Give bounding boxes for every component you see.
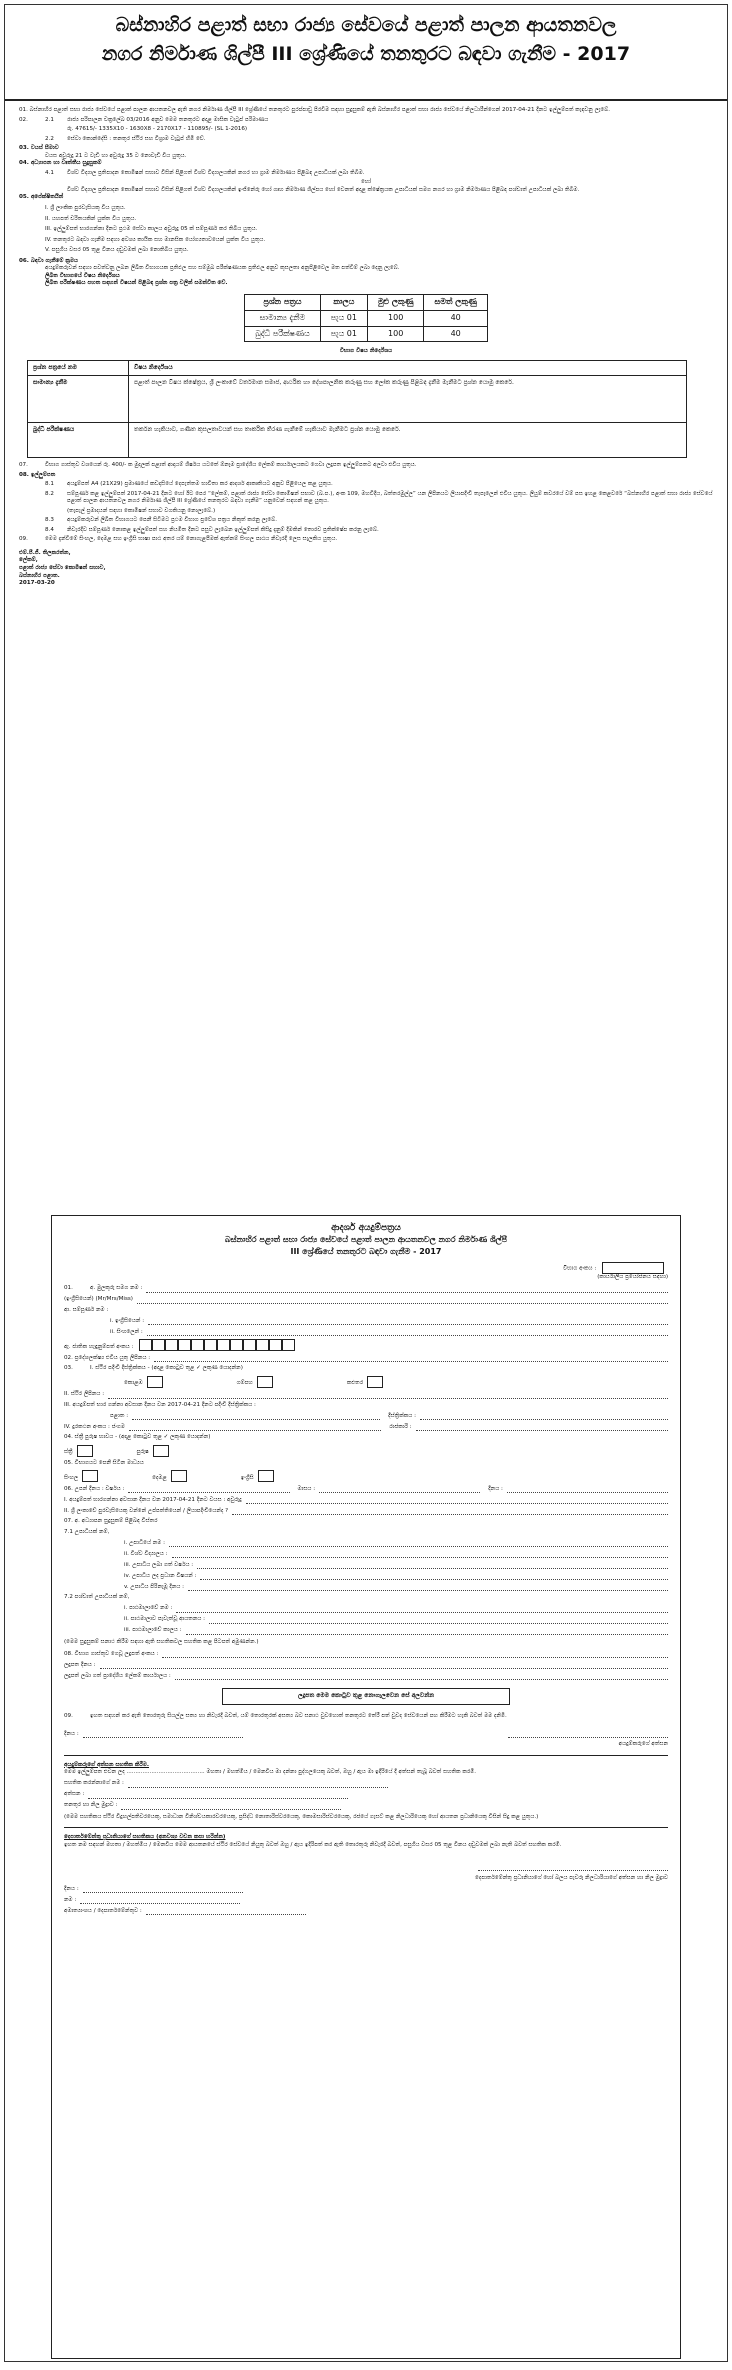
subsection-number: 2.1 bbox=[45, 116, 54, 123]
field-dept-office bbox=[64, 1907, 668, 1915]
age-limit-text: වයස අවුරුදු 21 ට වැඩි හා අවුරුදු 35 ට නොවැඩි විය යුතුය. bbox=[45, 152, 187, 159]
field-label: (ඉංග්‍රීසියෙන්) (Mr/Mrs/Miss) bbox=[64, 1296, 133, 1302]
eligibility-list bbox=[45, 205, 713, 255]
degree-field bbox=[124, 1572, 668, 1580]
subsection-number: 8.2 bbox=[45, 490, 54, 497]
field-label: ii. සිංහලෙන් : bbox=[110, 1328, 143, 1335]
column-header: කාලය bbox=[320, 294, 367, 310]
district-label: ගම්පහ bbox=[236, 1380, 253, 1387]
field-label: රාජකාරි : bbox=[389, 1423, 412, 1430]
medium-tamil-checkbox[interactable] bbox=[171, 1470, 187, 1482]
district-colombo-checkbox[interactable] bbox=[147, 1376, 163, 1388]
field-label: 07. අ. අධ්‍යාපන සුදුසුකම් පිළිබඳ විස්තර bbox=[64, 1518, 158, 1525]
table-cell: 100 bbox=[367, 310, 424, 326]
dob-month-input[interactable] bbox=[319, 1485, 480, 1493]
postgrad-heading bbox=[64, 1594, 668, 1602]
receipt-office-input[interactable] bbox=[175, 1672, 668, 1680]
application-81 bbox=[19, 481, 713, 489]
signer-name: එම්.පී.ජී. තිලකරත්න, bbox=[19, 549, 71, 556]
table-cell: පැය 01 bbox=[320, 326, 367, 342]
subsection-number: 2.2 bbox=[45, 135, 54, 142]
field-label: v. උපාධිය පිරිනැමූ දිනය : bbox=[124, 1583, 185, 1590]
degree-input[interactable] bbox=[200, 1572, 668, 1580]
application-text: සම්පූර්ණ කළ ඉල්ලුම්පත් 2017-04-21 දිනට හෝ ඊට පෙර “ලේකම්, පළාත් රාජ්‍ය සේවා කොමිෂන් සභාව (බ.ප.), අංක 109, මහවිදිය, බත්තරමුල්ල” යන ලිපිනයට ලියාපදිංචි තැපෑලෙන් එවිය යුතුය. ලියුම් කවරයේ වම් පස ඉහළ කෙළවරේ “බස්නාහිර පළාත් සභා රාජ්‍ය සේවයේ පළාත් පාලන ආයතනවල නගර නිර්මාණ ශිල්පී III ශ්‍රේණියේ තනතුරට බඳවා ගැනීම” යනුවෙන් සඳහන් කළ යුතුය. bbox=[67, 490, 713, 505]
notice-body bbox=[5, 101, 727, 1219]
application-84 bbox=[19, 527, 713, 535]
model-application-form bbox=[51, 1215, 681, 2359]
question-number: 01. bbox=[64, 1285, 73, 1291]
department-signature-input[interactable] bbox=[478, 1863, 668, 1871]
name-english-input[interactable] bbox=[137, 1296, 668, 1304]
department-signature-line bbox=[64, 1863, 668, 1875]
field-label: 05. විභාගයට පෙනී සිටින මාධ්‍යය bbox=[64, 1459, 144, 1466]
field-medium bbox=[64, 1460, 668, 1468]
certificate-note: (මෙම සුදුසුකම් සනාථ කිරීම සඳහා ඇති සහතිකවල සහතික කළ පිටපත් අමුණන්න.) bbox=[64, 1638, 259, 1645]
district-options bbox=[124, 1376, 668, 1388]
list-item: V. පසුගිය වසර 05 තුළ විනය දඬුවමක් ලබා නොතිබිය යුතුය. bbox=[45, 247, 189, 254]
field-label: III. අයදුම්පත් භාර ගන්නා අවසාන දිනය වන 2017-04-21 දිනට පදිංචි දිස්ත්‍රික්කය : bbox=[64, 1401, 256, 1408]
table-header-row bbox=[245, 294, 488, 310]
district-label: කළුතර bbox=[346, 1380, 364, 1387]
field-label: පළාත : bbox=[110, 1412, 129, 1419]
field-label: I. ස්ථිර පදිංචි දිස්ත්‍රික්කය - (අදාළ කොටුව තුළ ✓ ලකුණ යොදන්න) bbox=[90, 1365, 243, 1372]
degree-input[interactable] bbox=[169, 1539, 668, 1547]
field-label: ආ. සම්පූර්ණ නම : bbox=[64, 1306, 109, 1313]
certification-heading: අයදුම්කරුගේ අත්සන සහතික කිරීම. bbox=[64, 1761, 149, 1768]
table-cell: සාමාන්‍ය දැනීම bbox=[28, 375, 129, 422]
province-input[interactable] bbox=[132, 1412, 380, 1420]
field-district bbox=[64, 1365, 668, 1373]
exam-number-label: විභාග අංකය : bbox=[563, 1265, 597, 1272]
field-citizenship bbox=[64, 1507, 668, 1515]
table-cell: 40 bbox=[424, 326, 487, 342]
signer-title: ලේකම්, bbox=[19, 557, 38, 564]
medium-sinhala-checkbox[interactable] bbox=[82, 1470, 98, 1482]
field-label: I. අයදුම්පත් භාරගන්නා අවසාන දිනය වන 2017-04-21 දිනට වයස : අවුරුදු bbox=[64, 1496, 242, 1503]
field-gender bbox=[64, 1434, 668, 1442]
permanent-address-input[interactable] bbox=[108, 1391, 668, 1399]
field-receipt-no bbox=[64, 1650, 668, 1658]
field-label: 08. විභාග ගාස්තුව ගෙවූ ලදුපත් අංකය : bbox=[64, 1650, 159, 1657]
exam-heading: ලිඛිත විභාගයේ විෂය නිර්දේශය bbox=[45, 272, 120, 279]
subsection-number: 8.1 bbox=[45, 481, 54, 488]
subsection-number: 8.3 bbox=[45, 517, 54, 524]
medium-english-checkbox[interactable] bbox=[258, 1470, 274, 1482]
section-02 bbox=[19, 117, 713, 125]
field-label: නම : bbox=[64, 1896, 77, 1903]
section-number: 07. bbox=[19, 461, 28, 468]
field-label: i. ඉංග්‍රීසියෙන් : bbox=[110, 1317, 145, 1324]
degree-input[interactable] bbox=[197, 1561, 668, 1569]
field-full-name-si bbox=[110, 1328, 668, 1336]
field-label: ලදුපත දිනය : bbox=[64, 1661, 96, 1668]
field-label: ii. පාඨමාලාව පැවැත්වූ ආයතනය : bbox=[124, 1616, 206, 1623]
salary-scale: රු. 47615/- 1335X10 - 1630X8 - 2170X17 - 110895/- (SL 1-2016) bbox=[67, 126, 248, 133]
section-08-heading: 08. ඉල්ලුම්පත bbox=[19, 471, 56, 478]
office-use-note: (කාර්යාලීය ප්‍රයෝජනය සඳහා) bbox=[597, 1274, 668, 1280]
field-receipt-office bbox=[64, 1672, 668, 1680]
field-label: IV. දුරකථන අංකය : ජංගම bbox=[64, 1423, 125, 1430]
field-dob bbox=[64, 1485, 668, 1493]
exam-number-block bbox=[64, 1262, 668, 1282]
form-heading: ආදර්ශ අයදුම්පත්‍රය bbox=[331, 1223, 401, 1233]
medium-label: ඉංග්‍රීසි bbox=[240, 1474, 254, 1481]
mobile-input[interactable] bbox=[129, 1423, 381, 1431]
postgrad-field bbox=[124, 1605, 668, 1613]
gazette-page bbox=[4, 4, 728, 2362]
form-subheading: III ශ්‍රේණියේ තනතුරට බඳවා ගැනීම - 2017 bbox=[290, 1247, 442, 1256]
or-separator: හෝ bbox=[360, 179, 372, 186]
field-full-name-en bbox=[110, 1317, 668, 1325]
list-item: III. ඉල්ලුම්පත් භාරගන්නා දිනට ප්‍රථම සේවා කාලය අවුරුදු 05 ක් සම්පූර්ණ කර තිබිය යුතුය. bbox=[45, 226, 258, 233]
citizenship-input[interactable] bbox=[232, 1507, 668, 1515]
title-line-1: බස්නාහිර පළාත් සභා රාජ්‍ය සේවයේ පළාත් පාලන ආයතනවල bbox=[115, 14, 617, 36]
qualification-text: විශ්ව විද්‍යාල ප්‍රතිපාදන කොමිෂන් සභාව විසින් පිළිගත් විශ්ව විද්‍යාලයකින් නගර හා ග්‍රාම නිර්මාණය පිළිබඳ උපාධියක් ලබා තිබීම. bbox=[67, 169, 365, 176]
field-full-name bbox=[64, 1307, 668, 1315]
syllabus-heading: විභාග විෂය නිර්දේශය bbox=[339, 348, 393, 355]
dob-day-input[interactable] bbox=[507, 1485, 668, 1493]
address-input[interactable] bbox=[154, 1354, 668, 1362]
declaration-date-input[interactable] bbox=[83, 1730, 243, 1738]
district-input[interactable] bbox=[420, 1412, 668, 1420]
postgrad-input[interactable] bbox=[209, 1616, 668, 1624]
field-label: අමාත්‍යාංශය / දෙපාර්තමේන්තුව : bbox=[64, 1907, 142, 1914]
table-row bbox=[245, 310, 488, 326]
exam-subheading: ලිඛිත පරීක්ෂණය පහත සඳහන් විෂයන් පිළිබඳ ප්‍රශ්න පත්‍ර වලින් සමන්විත වේ. bbox=[45, 280, 228, 287]
table-row bbox=[28, 375, 687, 422]
field-label: දිස්ත්‍රික්කය : bbox=[388, 1412, 416, 1419]
field-label: i. පාඨමාලාවේ නම : bbox=[124, 1605, 173, 1612]
office-phone-input[interactable] bbox=[416, 1423, 668, 1431]
dept-office-input[interactable] bbox=[146, 1907, 306, 1915]
field-address bbox=[64, 1354, 668, 1362]
field-phone bbox=[64, 1423, 668, 1431]
section-07 bbox=[19, 462, 713, 470]
service-conditions: සේවා කොන්දේසි : තනතුර ස්ථිර සහ විශ්‍රාම වැටුප් හිමි වේ. bbox=[67, 135, 206, 142]
column-header: මුළු ලකුණු bbox=[367, 294, 424, 310]
field-certifier-sig bbox=[64, 1791, 668, 1799]
field-label: දිනය : bbox=[64, 1885, 79, 1892]
section-05-heading: 05. අපේක්ෂිතයින් bbox=[19, 194, 64, 201]
field-label: ඇ. ජාතික හැඳුනුම්පත් අංකය : bbox=[64, 1343, 134, 1350]
field-label: iii. උපාධිය ලබා ගත් වර්ෂය : bbox=[124, 1561, 194, 1568]
field-label: ලදුපත් ලබා ගත් ප්‍රාදේශීය ලේකම් කාර්යාලය : bbox=[64, 1672, 171, 1679]
declaration-sign-row bbox=[64, 1730, 668, 1738]
syllabus-table bbox=[27, 360, 687, 458]
degree-field bbox=[124, 1583, 668, 1591]
recruitment-method: අයදුම්කරුවන් සඳහා පවත්වනු ලබන ලිඛිත විභාගයක ප්‍රතිඵල සහ සම්මුඛ පරීක්ෂණයක ප්‍රතිඵල අනුව කුසලතා අනුපිළිවෙල මත පත්වීම් ලබා දෙනු ලැබේ. bbox=[45, 265, 400, 272]
applicant-signature-input[interactable] bbox=[508, 1730, 668, 1738]
section-04-heading: 04. අධ්‍යාපන හා වෘත්තීය සුදුසුකම් bbox=[19, 160, 102, 167]
nic-input[interactable] bbox=[139, 1339, 295, 1351]
table-cell: පළාත් පාලන විෂය ක්ෂේත්‍රය, ශ්‍රී ලංකාවේ වර්තමාන සමාජ, ආර්ථික හා දේශපාලනික කරුණු සහ ලෝක කරුණු පිළිබඳ දැනීම මැනීමට ප්‍රශ්න යොමු කෙරේ. bbox=[129, 375, 687, 422]
medium-label: දෙමළ bbox=[152, 1474, 167, 1481]
full-name-english-input[interactable] bbox=[148, 1317, 668, 1325]
notice-date: 2017-03-20 bbox=[19, 580, 55, 587]
postal-note: (තැපැල් ප්‍රමාදයන් සඳහා කොමිෂන් සභාව වගකියනු නොලැබේ.) bbox=[67, 507, 216, 514]
salary-text: රාජ්‍ය පරිපාලන චක්‍රලේඛ 03/2016 අනුව මෙම තනතුරට අදාළ මාසික වැටුප් පරිමාණය bbox=[67, 116, 269, 123]
dob-year-input[interactable] bbox=[128, 1485, 289, 1493]
declaration bbox=[64, 1713, 668, 1721]
dept-date-input[interactable] bbox=[83, 1885, 243, 1893]
application-83 bbox=[19, 517, 713, 525]
field-label: 04. ස්ත්‍රී පුරුෂ භාවය - (අදාළ කොටුව තුළ ✓ ලකුණ යොදන්න) bbox=[64, 1434, 211, 1441]
field-label: මාසය : bbox=[297, 1485, 316, 1492]
signer-title: පළාත් රාජ්‍ය සේවා කොමිෂන් සභාව, bbox=[19, 564, 106, 571]
certification-text: මෙම ඉල්ලුම්පත එවන ලද ............................................ මහතා / මහත්මිය / මෙනවිය මා දන්නා පුද්ගලයෙකු බවත්, ඔහු / ඇය මා ඉදිරියේ දී අත්සන් තැබූ බවත් සහතික කරමි. bbox=[64, 1769, 477, 1776]
field-label: i. උපාධියේ නම : bbox=[124, 1539, 165, 1546]
qualification-alt: විශ්ව විද්‍යාල ප්‍රතිපාදන කොමිෂන් සභාව විසින් පිළිගත් විශ්ව විද්‍යාලයකින් ඉංජිනේරු හෝ ගෘහ නිර්මාණ ශිල්පය හෝ වෙනත් අදාළ ක්ෂේත්‍රයක උපාධියක් සමග නගර හා ග්‍රාම නිර්මාණය පිළිබඳ පශ්චාත් උපාධියක් ලබා තිබීම. bbox=[67, 186, 580, 193]
field-residence bbox=[64, 1402, 668, 1410]
application-text: නිවැරදිව සම්පූර්ණ නොකළ ඉල්ලුම්පත් සහ නියමිත දිනට පසුව ලැබෙන ඉල්ලුම්පත් කිසිදු දැනුම් දීමකින් තොරව ප්‍රතික්ෂේප කරනු ලැබේ. bbox=[67, 526, 379, 533]
field-label: iii. පාඨමාලාවේ කාලය : bbox=[124, 1627, 182, 1634]
table-cell: 100 bbox=[367, 326, 424, 342]
certifier-designation-input[interactable] bbox=[121, 1802, 341, 1810]
signature-block bbox=[19, 550, 713, 588]
medium-label: සිංහල bbox=[64, 1474, 79, 1481]
subsection-number: 4.1 bbox=[45, 169, 54, 176]
postgrad-field bbox=[124, 1627, 668, 1635]
degree-field bbox=[124, 1550, 668, 1558]
section-22 bbox=[19, 136, 713, 144]
field-label: දිනය : bbox=[64, 1730, 79, 1737]
subsection-number: 8.4 bbox=[45, 526, 54, 533]
degree-input[interactable] bbox=[172, 1550, 668, 1558]
table-cell: බුද්ධි පරීක්ෂණය bbox=[28, 422, 129, 457]
gender-label: ස්ත්‍රී bbox=[64, 1449, 73, 1456]
field-label: අත්සන : bbox=[64, 1791, 85, 1798]
table-header-row bbox=[28, 360, 687, 375]
field-certifier-name bbox=[64, 1780, 668, 1788]
field-label: II. ශ්‍රී ලංකාවේ පුරවැසියෙකු වන්නේ උප්පත්තියෙන් / ලියාපදිංචියෙන්ද ? bbox=[64, 1507, 229, 1514]
intro-paragraph: 01. බස්නාහිර පළාත් සභා රාජ්‍ය සේවයේ පළාත් පාලන ආයතනවල ඇති නගර නිර්මාණ ශිල්පී III ශ්‍රේණියේ තනතුරට පුරප්පාඩු පිරවීම සඳහා සුදුසුකම් ඇති බස්නාහිර පළාත් සභා රාජ්‍ය සේවයේ නිලධාරීන්ගෙන් 2017-04-21 දිනට ඉල්ලුම්පත් කැඳවනු ලැබේ. bbox=[19, 107, 610, 113]
field-label: දිනය : bbox=[488, 1485, 503, 1492]
field-age bbox=[64, 1496, 668, 1504]
receipt-number-input[interactable] bbox=[162, 1650, 668, 1658]
gender-options bbox=[64, 1445, 668, 1457]
field-permanent-address bbox=[64, 1391, 668, 1399]
field-label: iv. උපාධිය ලද ප්‍රධාන විෂයන් : bbox=[124, 1572, 197, 1579]
field-label: 7.2 පශ්චාත් උපාධියක් නම්, bbox=[64, 1594, 130, 1601]
table-row bbox=[28, 422, 687, 457]
declaration-text: ඉහත සඳහන් කර ඇති තොරතුරු සියල්ල සත්‍ය හා නිවැරදි බවත්, යම් තොරතුරක් අසත්‍ය බව සනාථ වුවහොත් තනතුරට තේරී පත් වුවද සේවයෙන් පහ කිරීමට හැකි බවත් මම දනිමි. bbox=[90, 1712, 507, 1719]
table-cell: සාමාන්‍ය දැනීම bbox=[245, 310, 321, 326]
field-name-english bbox=[64, 1296, 668, 1304]
field-label: 02. ප්‍රදේශලක්ෂ්‍ය එවිය යුතු ලිපිනය : bbox=[64, 1354, 151, 1361]
exam-fee-text: විභාග ගාස්තුව වශයෙන් රු. 400/- ක මුදලක් පළාත් ආදායම් ශීර්ෂය යටතේ ඕනෑම ප්‍රාදේශීය ලේකම් කාර්යාලයකට ගෙවා ලදුපත ඉල්ලුම්පතට අලවා එවිය යුතුය. bbox=[45, 461, 417, 468]
district-label: කොළඹ bbox=[124, 1380, 143, 1387]
department-signature-label: දෙපාර්තමේන්තු ප්‍රධානියාගේ හෝ බලය පැවරූ නිලධාරියාගේ අත්සන හා නිල මුද්‍රාව bbox=[475, 1874, 668, 1881]
field-name-initials bbox=[64, 1285, 668, 1293]
field-label: ii. විශ්ව විද්‍යාලය : bbox=[124, 1550, 168, 1557]
age-input[interactable] bbox=[246, 1496, 668, 1504]
name-initials-input[interactable] bbox=[146, 1285, 668, 1293]
full-name-sinhala-input[interactable] bbox=[147, 1328, 668, 1336]
field-label: තනතුර හා නිල මුද්‍රාව : bbox=[64, 1802, 118, 1809]
applicant-signature-label: අයදුම්කරුගේ අත්සන bbox=[618, 1741, 668, 1748]
receipt-paste-box[interactable]: ලදුපත මෙම කොටුව තුළ නොගැලවෙන සේ අලවන්න bbox=[222, 1688, 510, 1704]
certifier-signature-input[interactable] bbox=[88, 1791, 348, 1799]
field-label: II. ස්ථිර ලිපිනය : bbox=[64, 1391, 105, 1398]
exam-papers-table bbox=[244, 294, 488, 342]
qualification-41 bbox=[19, 170, 713, 178]
table-cell: බුද්ධි පරීක්ෂණය bbox=[245, 326, 321, 342]
application-text: අයදුම්කරුවන් ලිඛිත විභාගයට පෙනී සිටීමට ප්‍රථම විභාග ප්‍රවේශ පත්‍රය නිකුත් කරනු ලැබේ. bbox=[67, 517, 277, 524]
section-03-heading: 03. වයස් සීමාව bbox=[19, 145, 59, 152]
signer-title: බස්නාහිර පළාත. bbox=[19, 572, 60, 579]
title-line-2: නගර නිර්මාණ ශිල්පී III ශ්‍රේණියේ තනතුරට බඳවා ගැනීම - 2017 bbox=[101, 43, 631, 65]
list-item: IV. තනතුරට බඳවා ගැනීම සඳහා අවශ්‍ය කායික සහ මානසික යෝග්‍යතාවයෙන් යුක්ත විය යුතුය. bbox=[45, 236, 266, 243]
postgrad-input[interactable] bbox=[176, 1605, 668, 1613]
section-number: 02. bbox=[19, 116, 28, 123]
department-text: ඉහත නම සඳහන් මහතා / මහත්මිය / මෙනවිය මෙම ආයතනයේ ස්ථිර සේවයේ නියුතු බවත් ඔහු / ඇය ඉදිරිපත් කර ඇති තොරතුරු නිවැරදි බවත්, පසුගිය වසර 05 තුළ විනය දඬුවමක් ලබා නැති බවත් සහතික කරමි. bbox=[64, 1841, 562, 1848]
field-label: 7.1 උපාධියක් නම්, bbox=[64, 1528, 110, 1535]
department-heading: දෙපාර්තමේන්තු ප්‍රධානියාගේ සහතිකය (අනවශ්‍ය වචන කපා හරින්න) bbox=[64, 1834, 226, 1841]
question-number: 03. bbox=[64, 1365, 73, 1372]
table-cell: 40 bbox=[424, 310, 487, 326]
postgrad-input[interactable] bbox=[186, 1627, 668, 1635]
field-dept-date bbox=[64, 1885, 668, 1893]
medium-options bbox=[64, 1470, 668, 1482]
section-number: 09. bbox=[19, 536, 28, 543]
form-subheading: බස්නාහිර පළාත් සභා රාජ්‍ය සේවයේ පළාත් පාලන ආයතනවල නගර නිර්මාණ ශිල්පී bbox=[224, 1235, 508, 1244]
language-note: මෙම දැන්වීමේ සිංහල, දෙමළ සහ ඉංග්‍රීසි භාෂා පාඨ අතර යම් නොගැළපීමක් ඇත්නම් සිංහල පාඨය නිවැරදි ලෙස සැලකිය යුතුය. bbox=[45, 536, 338, 543]
gender-male-checkbox[interactable] bbox=[153, 1445, 169, 1457]
exam-number-box[interactable] bbox=[602, 1262, 664, 1274]
list-item: I. ශ්‍රී ලාංකික පුරවැසියකු විය යුතුය. bbox=[45, 205, 126, 212]
section-09 bbox=[19, 536, 713, 544]
field-receipt-date bbox=[64, 1661, 668, 1669]
gender-female-checkbox[interactable] bbox=[77, 1445, 93, 1457]
dept-name-input[interactable] bbox=[80, 1896, 240, 1904]
section-06-heading: 06. බඳවා ගැනීමේ ක්‍රමය bbox=[19, 257, 78, 264]
field-province-district bbox=[110, 1412, 668, 1420]
table-cell: පැය 01 bbox=[320, 310, 367, 326]
degree-heading bbox=[64, 1529, 668, 1537]
gender-label: පුරුෂ bbox=[136, 1449, 149, 1456]
degree-field bbox=[124, 1561, 668, 1569]
column-header: ප්‍රශ්න පත්‍රය bbox=[245, 294, 321, 310]
field-label: අ. මුලකුරු සමග නම : bbox=[90, 1285, 143, 1291]
field-education bbox=[64, 1518, 668, 1526]
certifier-note: (මෙම සහතිකය ස්ථිර විදුහල්පතිවරයෙකු, සමාධාන විනිශ්චයකාරවරයෙකු, ප්‍රසිද්ධ නොතාරිස්වරයෙකු, කොමසාරිස්වරයෙකු, රජයේ ගැසට් කළ නිලධාරියෙකු හෝ ආයතන ප්‍රධානියෙකු විසින් සිදු කළ යුතුය.) bbox=[64, 1813, 539, 1820]
application-82 bbox=[19, 491, 713, 506]
field-dept-name bbox=[64, 1896, 668, 1904]
column-header: ප්‍රශ්න පත්‍රයේ නම bbox=[28, 360, 129, 375]
table-cell: තර්කන හැකියාව, ගණිත කුසලතාවයන් සහ තාර්කික තීරණ ගැනීමේ හැකියාව මැනීමට ප්‍රශ්න යොමු කෙරේ. bbox=[129, 422, 687, 457]
column-header: සමත් ලකුණු bbox=[424, 294, 487, 310]
field-nic bbox=[64, 1339, 668, 1351]
receipt-date-input[interactable] bbox=[100, 1661, 668, 1669]
postgrad-field bbox=[124, 1616, 668, 1624]
application-text: අයදුම්පත් A4 (21X29) ප්‍රමාණයේ කඩදාසියේ දෙපැත්තම භාවිතා කර ආදර්ශ ආකෘතියට අනුව පිළියෙල කළ යුතුය. bbox=[67, 481, 333, 488]
column-header: විෂය නිර්දේශය bbox=[129, 360, 687, 375]
district-kalutara-checkbox[interactable] bbox=[367, 1376, 383, 1388]
field-label: සහතික කරන්නාගේ නම : bbox=[64, 1780, 124, 1787]
degree-field bbox=[124, 1539, 668, 1547]
question-number: 09. bbox=[64, 1712, 73, 1719]
list-item: II. යහපත් චරිතයකින් යුක්ත විය යුතුය. bbox=[45, 215, 137, 222]
field-label: 06. උපන් දිනය : වර්ෂය : bbox=[64, 1485, 125, 1492]
notice-title bbox=[5, 5, 727, 101]
field-certifier-desig bbox=[64, 1802, 668, 1810]
table-row bbox=[245, 326, 488, 342]
degree-input[interactable] bbox=[188, 1583, 668, 1591]
certifier-name-input[interactable] bbox=[128, 1780, 388, 1788]
district-gampaha-checkbox[interactable] bbox=[257, 1376, 273, 1388]
